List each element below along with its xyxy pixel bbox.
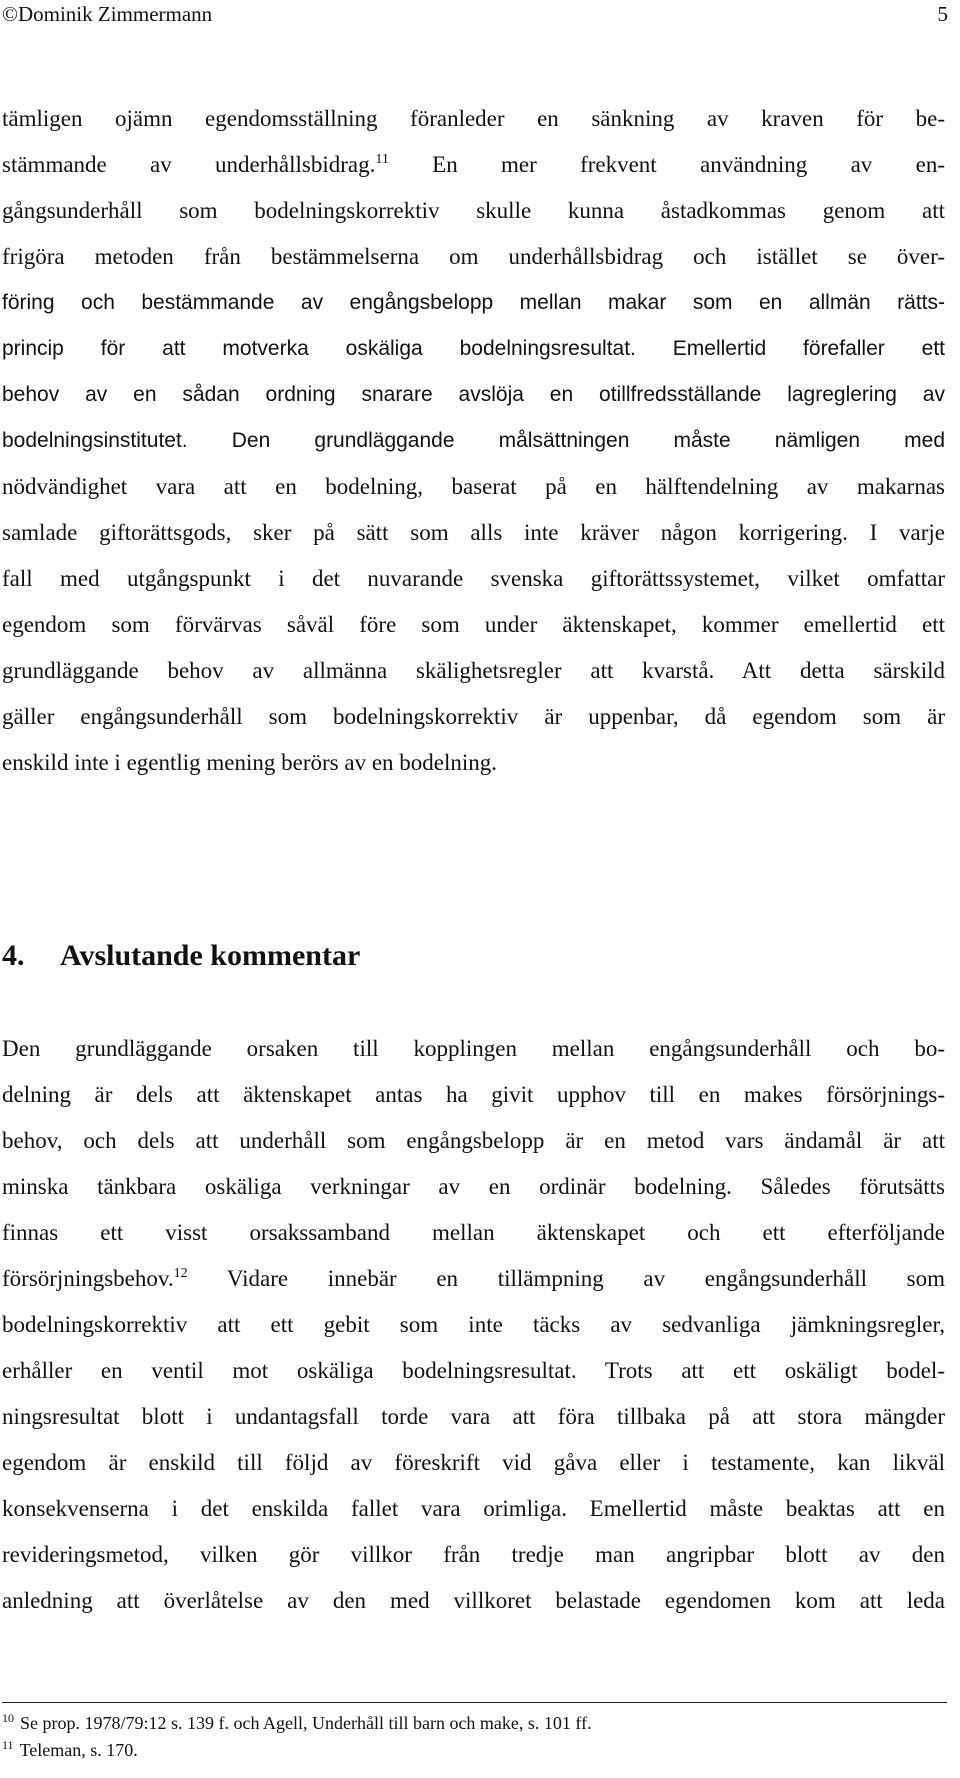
text-line: princip för att motverka oskäliga bodelningsresultat. Emellertid förefaller ett: [2, 337, 945, 360]
header-page-number: 5: [937, 2, 948, 26]
text-fragment: försörjningsbehov.: [2, 1266, 174, 1291]
footnote-text: Se prop. 1978/79:12 s. 139 f. och Agell, Underhåll till barn och make, s. 101 ff.: [20, 1713, 592, 1733]
text-line: behov av en sådan ordning snarare avslöja en otillfredsställande lagreglering av: [2, 383, 945, 406]
section-heading: [2, 936, 360, 976]
footnote-number: 11: [2, 1738, 14, 1752]
text-line: fall med utgångspunkt i det nuvarande svenska giftorättssystemet, vilket omfattar: [2, 566, 945, 591]
text-line: anledning att överlåtelse av den med villkoret belastade egendomen kom att leda: [2, 1588, 945, 1613]
text-line: bodelningskorrektiv att ett gebit som inte täcks av sedvanliga jämkningsregler,: [2, 1312, 945, 1337]
text-line: frigöra metoden från bestämmelserna om underhållsbidrag och istället se över-: [2, 244, 945, 269]
section-title: Avslutande kommentar: [60, 939, 361, 972]
text-line: behov, och dels att underhåll som engångsbelopp är en metod vars ändamål är att: [2, 1128, 945, 1153]
text-line: ningsresultat blott i undantagsfall torde vara att föra tillbaka på att stora mängder: [2, 1404, 945, 1429]
text-line: egendom som förvärvas såväl före som under äktenskapet, kommer emellertid ett: [2, 612, 945, 637]
footnote-item: [2, 1710, 947, 1737]
text-line: erhåller en ventil mot oskäliga bodelningsresultat. Trots att ett oskäligt bodel-: [2, 1358, 945, 1383]
text-line: finnas ett visst orsakssamband mellan äktenskapet och ett efterföljande: [2, 1220, 945, 1245]
text-line: revideringsmetod, vilken gör villkor från tredje man angripbar blott av den: [2, 1542, 945, 1567]
text-fragment: Vidare innebär en tillämpning av engångsunderhåll som: [187, 1266, 945, 1291]
text-line: [2, 1256, 945, 1302]
text-line: [2, 142, 945, 188]
text-line: bodelningsinstitutet. Den grundläggande målsättningen måste nämligen med: [2, 429, 945, 452]
footnote-reference[interactable]: 12: [173, 1266, 188, 1281]
text-line: föring och bestämmande av engångsbelopp mellan makar som en allmän rätts-: [2, 291, 945, 314]
footnotes: [2, 1710, 947, 1764]
text-line: egendom är enskild till följd av föreskrift vid gåva eller i testamente, kan likväl: [2, 1450, 945, 1475]
running-header: [2, 0, 948, 30]
paragraph-2: [2, 1026, 945, 1624]
text-line: tämligen ojämn egendomsställning föranleder en sänkning av kraven för be-: [2, 106, 945, 131]
header-author: ©Dominik Zimmermann: [2, 2, 213, 26]
footnote-divider: [2, 1702, 947, 1703]
text-line: enskild inte i egentlig mening berörs av en bodelning.: [2, 750, 498, 775]
text-line: konsekvenserna i det enskilda fallet vara orimliga. Emellertid måste beaktas att en: [2, 1496, 945, 1521]
text-line: gångsunderhåll som bodelningskorrektiv skulle kunna åstadkommas genom att: [2, 198, 945, 223]
text-line: Den grundläggande orsaken till kopplingen mellan engångsunderhåll och bo-: [2, 1036, 945, 1061]
text-line: delning är dels att äktenskapet antas ha givit upphov till en makes försörjnings-: [2, 1082, 945, 1107]
footnote-text: Teleman, s. 170.: [19, 1740, 138, 1760]
footnote-item: [2, 1737, 947, 1764]
footnote-reference[interactable]: 11: [375, 152, 389, 167]
paragraph-1: [2, 96, 945, 786]
text-fragment: stämmande av underhållsbidrag.: [2, 152, 376, 177]
text-line: grundläggande behov av allmänna skälighetsregler att kvarstå. Att detta särskild: [2, 658, 945, 683]
footnote-number: 10: [2, 1711, 14, 1725]
text-line: nödvändighet vara att en bodelning, baserat på en hälftendelning av makarnas: [2, 474, 945, 499]
section-number: 4.: [2, 939, 25, 972]
text-fragment: En mer frekvent användning av en-: [388, 152, 945, 177]
text-line: minska tänkbara oskäliga verkningar av en ordinär bodelning. Således förutsätts: [2, 1174, 945, 1199]
text-line: gäller engångsunderhåll som bodelningskorrektiv är uppenbar, då egendom som är: [2, 704, 945, 729]
text-line: samlade giftorättsgods, sker på sätt som alls inte kräver någon korrigering. I varje: [2, 520, 945, 545]
